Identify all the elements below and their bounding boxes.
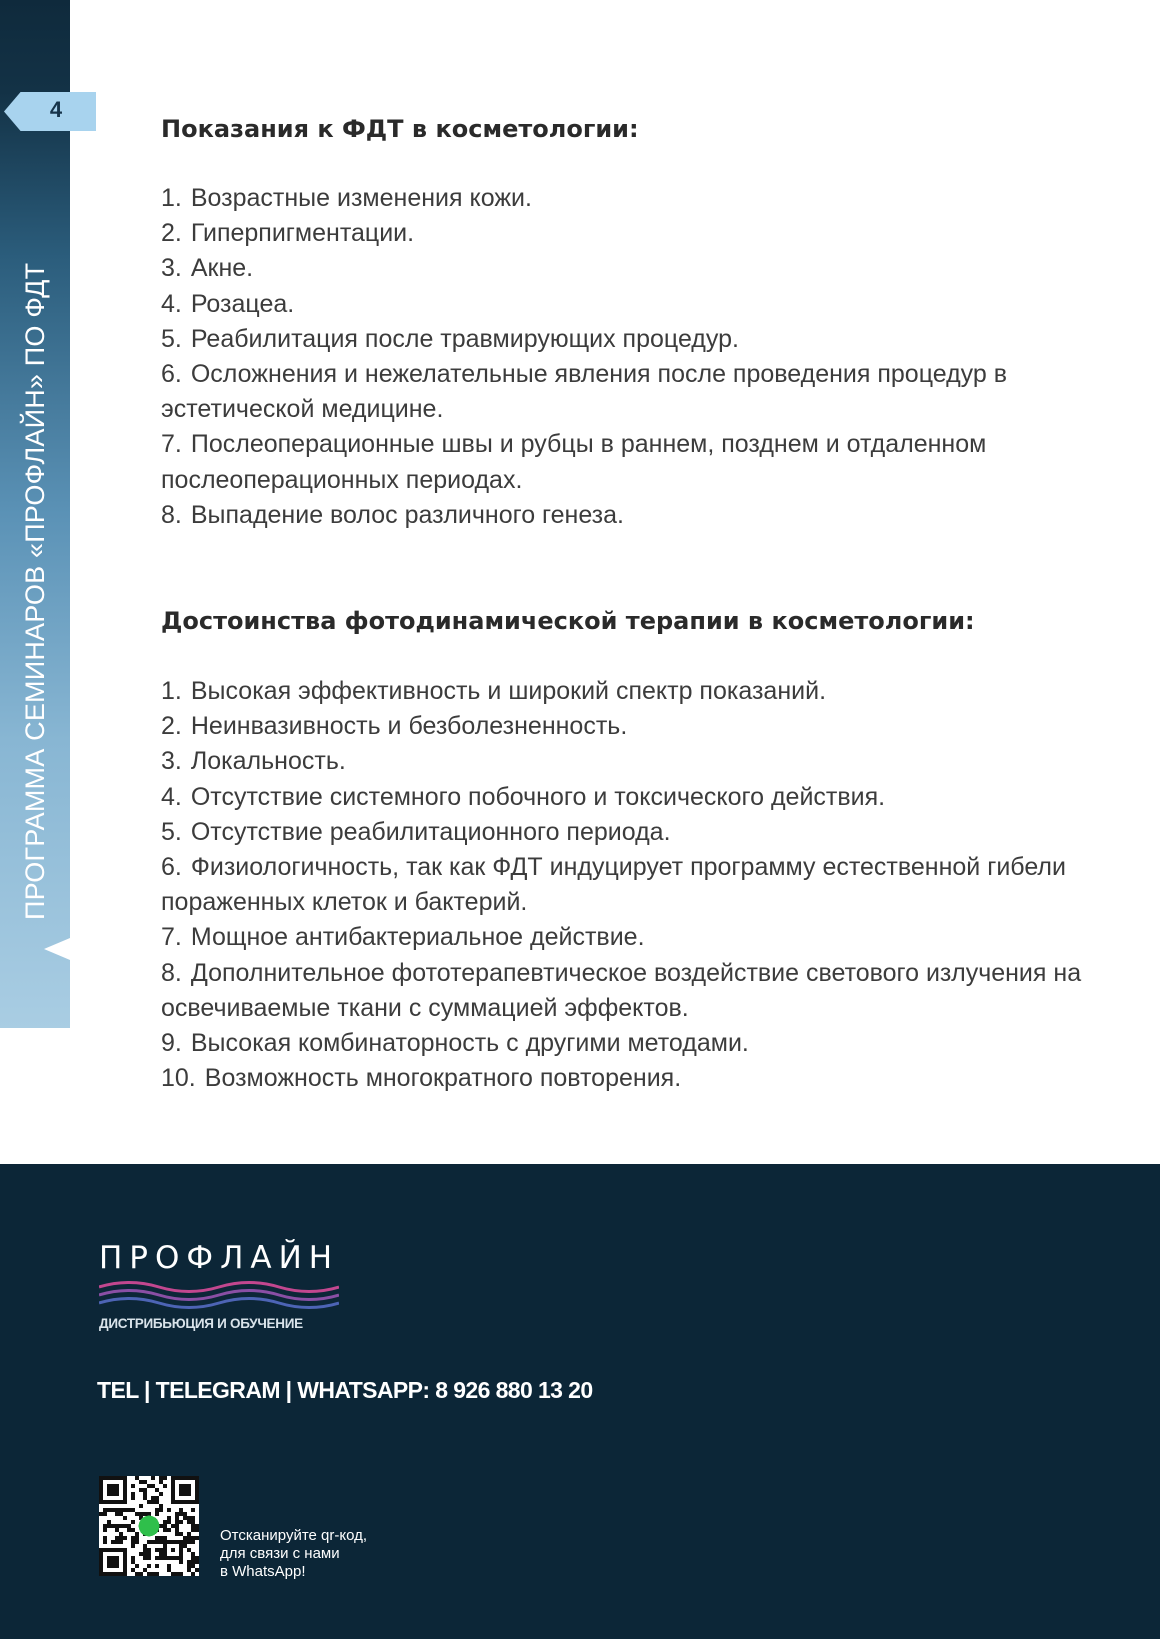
contact-phone: TEL | TELEGRAM | WHATSAPP: 8 926 880 13 20 [97, 1377, 593, 1403]
list-item-number: 8. [161, 958, 182, 987]
list-item-number: 4. [161, 289, 182, 318]
list-item-text: Высокая комбинаторность с другими методами. [190, 1029, 749, 1058]
section-heading-indications: Показания к ФДТ в косметологии: [161, 115, 639, 143]
company-logo [99, 1241, 349, 1331]
list-item [161, 322, 1111, 357]
list-item-text: Реабилитация после травмирующих процедур. [190, 324, 739, 353]
list-item-text: Розацеа. [190, 289, 295, 318]
list-item-text: Дополнительное фототерапевтическое воздействие светового излучения на освечиваемые ткани с суммацией эффектов. [161, 958, 1082, 1022]
list-item [161, 287, 1111, 322]
section-heading-advantages: Достоинства фотодинамической терапии в косметологии: [161, 607, 975, 635]
list-item-number: 6. [161, 853, 182, 882]
vertical-title: ПРОГРАММА СЕМИНАРОВ «ПРОФЛАЙН» ПО ФДТ [20, 262, 50, 920]
list-item-number: 3. [161, 254, 182, 283]
list-item-number: 1. [161, 184, 182, 212]
list-item-number: 5. [161, 817, 182, 846]
list-item [161, 850, 1111, 920]
logo-waves-icon [99, 1280, 339, 1310]
list-item [161, 674, 1111, 709]
list-item-number: 1. [161, 677, 182, 705]
list-item-text: Послеоперационные швы и рубцы в раннем, позднем и отдаленном послеоперационных периодах. [161, 430, 987, 494]
list-item [161, 498, 1111, 533]
list-item [161, 1026, 1111, 1061]
advantages-list [161, 674, 1111, 1096]
whatsapp-qr-code[interactable] [99, 1476, 199, 1576]
list-item-text: Мощное антибактериальное действие. [190, 923, 645, 952]
indications-list [161, 181, 1111, 533]
list-item-number: 9. [161, 1029, 182, 1058]
logo-wordmark: ПРОФЛАЙН [99, 1240, 340, 1276]
list-item [161, 216, 1111, 251]
list-item-number: 2. [161, 219, 182, 248]
list-item [161, 920, 1111, 955]
list-item-number: 7. [161, 923, 182, 952]
page-number: 4 [49, 97, 63, 122]
list-item-number: 10. [161, 1064, 196, 1093]
list-item-text: Отсутствие системного побочного и токсического действия. [190, 782, 886, 811]
list-item-text: Акне. [190, 254, 254, 283]
list-item [161, 357, 1111, 427]
list-item-text: Физиологичность, так как ФДТ индуцирует программу естественной гибели пораженных клеток и бактерий. [161, 853, 1066, 917]
list-item-number: 3. [161, 747, 182, 776]
list-item-number: 4. [161, 782, 182, 811]
qr-caption-line: для связи с нами [220, 1545, 340, 1562]
list-item-number: 8. [161, 500, 182, 529]
list-item-number: 5. [161, 324, 182, 353]
logo-tagline: ДИСТРИБЬЮЦИЯ И ОБУЧЕНИЕ [99, 1316, 303, 1331]
list-item-text: Возможность многократного повторения. [204, 1064, 682, 1093]
list-item-text: Неинвазивность и безболезненность. [190, 712, 628, 741]
list-item [161, 427, 1111, 497]
list-item [161, 1061, 1111, 1096]
list-item-text: Гиперпигментации. [190, 219, 415, 248]
list-item-text: Отсутствие реабилитационного периода. [190, 817, 671, 846]
list-item-number: 7. [161, 430, 182, 459]
list-item [161, 709, 1111, 744]
list-item [161, 251, 1111, 286]
qr-caption-line: в WhatsApp! [220, 1563, 306, 1580]
list-item [161, 181, 1111, 216]
list-item-text: Возрастные изменения кожи. [190, 184, 532, 212]
list-item-text: Высокая эффективность и широкий спектр показаний. [190, 677, 827, 705]
qr-caption-line: Отсканируйте qr-код, [220, 1527, 368, 1544]
list-item [161, 956, 1111, 1026]
list-item [161, 744, 1111, 779]
list-item-number: 2. [161, 712, 182, 741]
list-item-text: Выпадение волос различного генеза. [190, 500, 624, 529]
list-item-text: Локальность. [190, 747, 346, 776]
list-item-number: 6. [161, 360, 182, 389]
list-item-text: Осложнения и нежелательные явления после проведения процедур в эстетической медицине. [161, 360, 1008, 424]
list-item [161, 780, 1111, 815]
list-item [161, 815, 1111, 850]
qr-caption [220, 1527, 440, 1581]
